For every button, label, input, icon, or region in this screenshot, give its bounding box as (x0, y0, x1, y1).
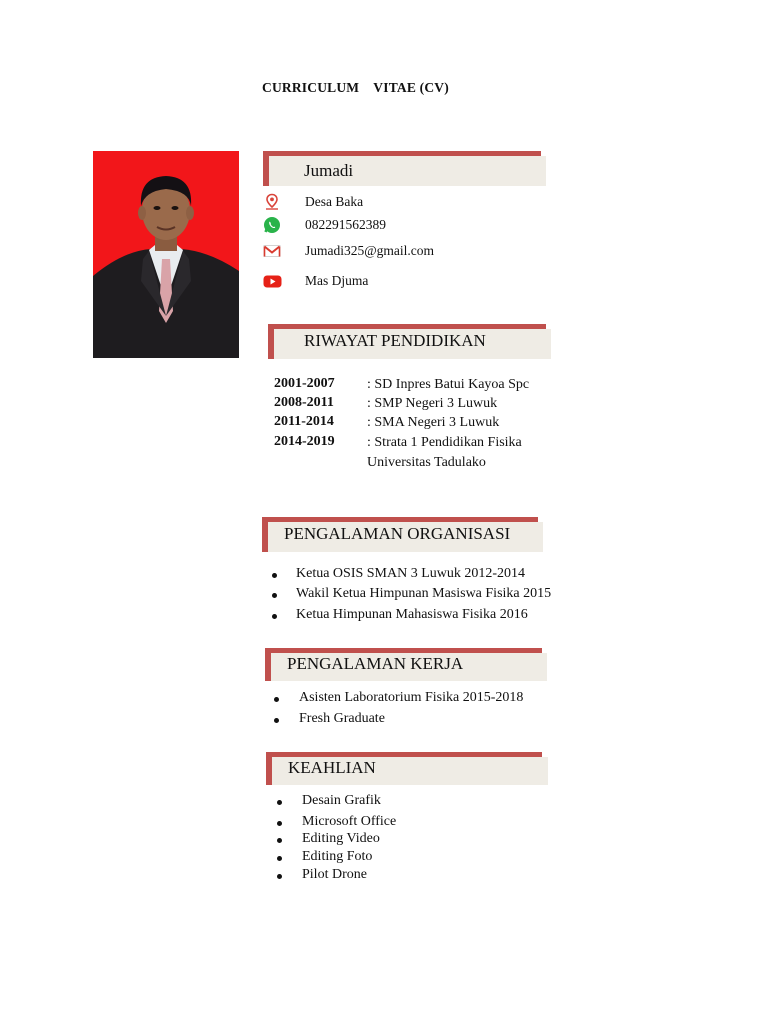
education-years: 2001-2007 (274, 376, 335, 391)
profile-name: Jumadi (304, 161, 354, 180)
bullet-dot (277, 800, 282, 805)
education-heading: RIWAYAT PENDIDIKAN (304, 331, 486, 350)
location-pin-icon (263, 193, 281, 211)
skill-item: Microsoft Office (302, 814, 397, 829)
contact-phone: 082291562389 (305, 217, 386, 232)
skill-item: Pilot Drone (302, 867, 367, 882)
skill-item: Desain Grafik (302, 793, 381, 808)
work-header-accent (265, 653, 271, 681)
gmail-icon (263, 243, 281, 259)
bullet-dot (277, 838, 282, 843)
education-desc: : SMP Negeri 3 Luwuk (367, 396, 498, 411)
organization-item: Ketua OSIS SMAN 3 Luwuk 2012-2014 (296, 566, 526, 581)
skills-heading: KEAHLIAN (288, 758, 376, 777)
skill-item: Editing Foto (302, 849, 373, 864)
work-item: Asisten Laboratorium Fisika 2015-2018 (299, 690, 524, 705)
education-years: 2008-2011 (274, 395, 334, 410)
education-years: 2014-2019 (274, 434, 335, 449)
contact-youtube: Mas Djuma (305, 273, 369, 288)
skill-item: Editing Video (302, 831, 380, 846)
work-heading: PENGALAMAN KERJA (287, 654, 464, 673)
organization-item: Wakil Ketua Himpunan Masiswa Fisika 2015 (296, 586, 552, 601)
bullet-dot (272, 593, 277, 598)
bullet-dot (272, 614, 277, 619)
education-header-accent (268, 329, 274, 359)
document-title: CURRICULUM VITAE (CV) (262, 80, 449, 95)
skills-header-accent (266, 757, 272, 785)
bullet-dot (277, 856, 282, 861)
contact-address: Desa Baka (305, 194, 364, 209)
bullet-dot (272, 573, 277, 578)
bullet-dot (277, 874, 282, 879)
organization-item: Ketua Himpunan Mahasiswa Fisika 2016 (296, 607, 528, 622)
education-desc: : Strata 1 Pendidikan Fisika (367, 435, 522, 450)
whatsapp-icon (263, 216, 281, 234)
name-header-accent (263, 156, 269, 186)
education-desc: : SMA Negeri 3 Luwuk (367, 415, 500, 430)
profile-photo (93, 151, 239, 358)
contact-email: Jumadi325@gmail.com (305, 243, 435, 258)
work-item: Fresh Graduate (299, 711, 385, 726)
organization-header-accent (262, 522, 268, 552)
youtube-icon (263, 274, 282, 289)
education-years: 2011-2014 (274, 414, 334, 429)
organization-heading: PENGALAMAN ORGANISASI (284, 524, 511, 543)
education-desc-continued: Universitas Tadulako (367, 455, 486, 470)
education-desc: : SD Inpres Batui Kayoa Spc (367, 377, 530, 392)
bullet-dot (277, 821, 282, 826)
bullet-dot (274, 697, 279, 702)
bullet-dot (274, 718, 279, 723)
